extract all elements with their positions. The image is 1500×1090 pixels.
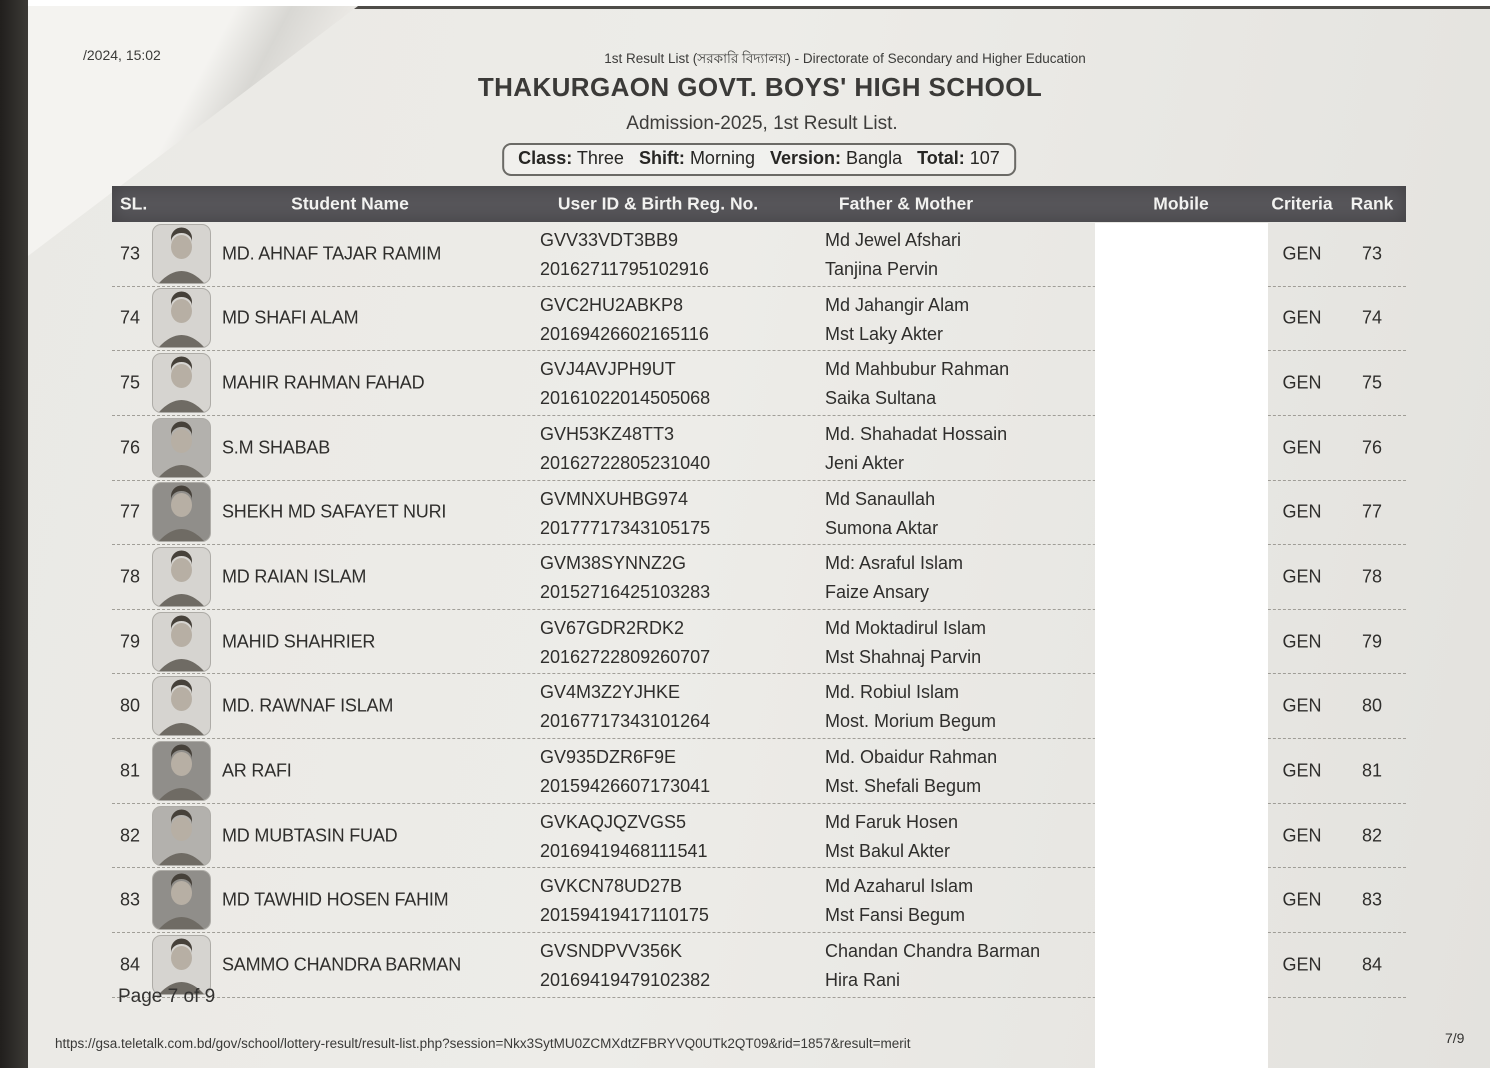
mother-cell: Mst Laky Akter — [825, 323, 944, 344]
user-id-cell: GVJ4AVJPH9UT — [540, 359, 676, 380]
student-photo — [152, 676, 211, 736]
student-photo — [152, 418, 211, 478]
student-photo-placeholder — [153, 289, 210, 347]
mother-cell: Jeni Akter — [825, 452, 905, 473]
student-name-cell: SAMMO CHANDRA BARMAN — [222, 954, 462, 975]
shift-value: Morning — [689, 148, 755, 168]
father-cell: Md Moktadirul Islam — [825, 617, 987, 638]
rank-cell: 75 — [1361, 372, 1383, 393]
student-name-cell: MD. RAWNAF ISLAM — [222, 695, 394, 716]
criteria-cell: GEN — [1282, 372, 1322, 393]
criteria-cell: GEN — [1282, 825, 1322, 846]
total-label: Total: — [917, 148, 965, 168]
scan-left-edge — [0, 0, 28, 1068]
print-doc-title: 1st Result List (সরকারি বিদ্যালয়) - Directorate of Secondary and Higher Education — [604, 51, 1086, 66]
father-cell: Md Jewel Afshari — [825, 230, 962, 250]
student-name-cell: S.M SHABAB — [222, 437, 331, 458]
student-photo-placeholder — [153, 548, 210, 606]
user-id-cell: GVV33VDT3BB9 — [540, 230, 679, 250]
rank-cell: 82 — [1361, 825, 1383, 846]
user-id-cell: GV67GDR2RDK2 — [540, 617, 685, 638]
sl-cell: 78 — [120, 566, 141, 587]
birth-reg-cell: 20152716425103283 — [540, 582, 711, 603]
criteria-cell: GEN — [1282, 566, 1322, 587]
mother-cell: Mst Shahnaj Parvin — [825, 646, 982, 667]
sl-cell: 83 — [120, 889, 141, 910]
student-name-cell: MD MUBTASIN FUAD — [222, 825, 398, 846]
father-cell: Md. Shahadat Hossain — [825, 423, 1008, 444]
print-datetime: /2024, 15:02 — [83, 47, 161, 63]
user-id-cell: GVMNXUHBG974 — [540, 488, 689, 509]
criteria-cell: GEN — [1282, 437, 1322, 458]
student-photo — [152, 288, 211, 348]
shift-label: Shift: — [638, 148, 685, 168]
criteria-cell: GEN — [1282, 954, 1322, 975]
column-userid-birthreg: User ID & Birth Reg. No. — [557, 193, 759, 214]
rank-cell: 80 — [1361, 695, 1383, 716]
mother-cell: Saika Sultana — [825, 388, 937, 409]
student-photo — [152, 741, 211, 801]
student-name-cell: MAHID SHAHRIER — [222, 631, 376, 652]
criteria-cell: GEN — [1282, 695, 1322, 716]
version-label: Version: — [769, 148, 842, 168]
criteria-cell: GEN — [1282, 889, 1322, 910]
column-mobile: Mobile — [1153, 193, 1209, 214]
mobile-column-redaction — [1095, 223, 1268, 1068]
sl-cell: 81 — [120, 760, 141, 781]
class-label: Class: — [518, 148, 573, 168]
mother-cell: Sumona Aktar — [825, 517, 939, 538]
sl-cell: 74 — [120, 307, 141, 328]
birth-reg-cell: 20162722805231040 — [540, 452, 711, 473]
page-number-text: Page 7 of 9 — [118, 986, 216, 1007]
father-cell: Md Sanaullah — [825, 488, 936, 509]
student-photo-placeholder — [153, 225, 210, 283]
class-value: Three — [576, 148, 624, 168]
rank-cell: 81 — [1361, 760, 1383, 781]
user-id-cell: GVC2HU2ABKP8 — [540, 294, 684, 315]
student-photo-placeholder — [153, 419, 210, 477]
user-id-cell: GVKCN78UD27B — [540, 876, 683, 897]
birth-reg-cell: 20167717343101264 — [540, 711, 711, 732]
birth-reg-cell: 20169426602165116 — [540, 323, 709, 344]
student-photo-placeholder — [153, 742, 210, 800]
mother-cell: Most. Morium Begum — [825, 711, 997, 732]
mother-cell: Hira Rani — [825, 970, 901, 991]
student-photo — [152, 806, 211, 866]
user-id-cell: GVH53KZ48TT3 — [540, 423, 675, 444]
sl-cell: 80 — [120, 695, 141, 716]
student-name-cell: AR RAFI — [222, 760, 292, 781]
student-photo — [152, 870, 211, 930]
column-student-name: Student Name — [291, 193, 409, 214]
father-cell: Md. Robiul Islam — [825, 682, 960, 703]
birth-reg-cell: 20169419479102382 — [540, 970, 711, 991]
student-name-cell: MD RAIAN ISLAM — [222, 566, 367, 587]
rank-cell: 78 — [1361, 566, 1383, 587]
student-name-cell: MAHIR RAHMAN FAHAD — [222, 372, 425, 393]
mother-cell: Tanjina Pervin — [825, 259, 939, 279]
birth-reg-cell: 20159419417110175 — [540, 905, 709, 926]
sl-cell: 75 — [120, 372, 141, 393]
mother-cell: Mst. Shefali Begum — [825, 776, 982, 797]
rank-cell: 74 — [1361, 307, 1383, 328]
rank-cell: 73 — [1361, 243, 1383, 264]
student-photo-placeholder — [153, 677, 210, 735]
student-name-cell: SHEKH MD SAFAYET NURI — [222, 501, 447, 522]
total-value: 107 — [969, 148, 1000, 168]
birth-reg-cell: 20177717343105175 — [540, 517, 711, 538]
birth-reg-cell: 20162711795102916 — [540, 259, 709, 279]
student-name-cell: MD TAWHID HOSEN FAHIM — [222, 889, 449, 910]
student-photo-placeholder — [153, 613, 210, 671]
mother-cell: Faize Ansary — [825, 582, 930, 603]
result-list-subtitle: Admission-2025, 1st Result List. — [626, 113, 898, 134]
mother-cell: Mst Fansi Begum — [825, 905, 966, 926]
birth-reg-cell: 20161022014505068 — [540, 388, 711, 409]
birth-reg-cell: 20159426607173041 — [540, 776, 711, 797]
rank-cell: 76 — [1361, 437, 1383, 458]
user-id-cell: GVM38SYNNZ2G — [540, 553, 687, 574]
column-criteria: Criteria — [1271, 193, 1333, 214]
school-name: THAKURGAON GOVT. BOYS' HIGH SCHOOL — [477, 72, 1043, 102]
column-sl: SL. — [120, 193, 148, 214]
source-url: https://gsa.teletalk.com.bd/gov/school/lottery-result/result-list.php?session=Nkx3SytMU0ZCMXdtZFBRYVQ0UTk2QT09&rid=1857&result=merit — [55, 1036, 911, 1051]
criteria-cell: GEN — [1282, 760, 1322, 781]
sl-cell: 76 — [120, 437, 141, 458]
column-rank: Rank — [1350, 193, 1394, 214]
father-cell: Md Mahbubur Rahman — [825, 359, 1010, 380]
table-header — [112, 186, 1406, 222]
student-photo — [152, 547, 211, 607]
user-id-cell: GVSNDPVV356K — [540, 941, 683, 962]
criteria-cell: GEN — [1282, 631, 1322, 652]
father-cell: Md: Asraful Islam — [825, 553, 964, 574]
student-photo — [152, 612, 211, 672]
criteria-cell: GEN — [1282, 501, 1322, 522]
father-cell: Md Jahangir Alam — [825, 294, 970, 315]
user-id-cell: GV935DZR6F9E — [540, 747, 677, 768]
birth-reg-cell: 20169419468111541 — [540, 840, 708, 861]
rank-cell: 79 — [1361, 631, 1383, 652]
father-cell: Chandan Chandra Barman — [825, 941, 1041, 962]
user-id-cell: GVKAQJQZVGS5 — [540, 811, 687, 832]
student-photo-placeholder — [153, 354, 210, 412]
mother-cell: Mst Bakul Akter — [825, 840, 951, 861]
class-info-box — [502, 143, 1016, 176]
student-photo — [152, 353, 211, 413]
page-indicator: 7/9 — [1445, 1030, 1465, 1046]
rank-cell: 84 — [1361, 954, 1383, 975]
sl-cell: 84 — [120, 954, 141, 975]
sl-cell: 79 — [120, 631, 141, 652]
student-photo-placeholder — [153, 807, 210, 865]
criteria-cell: GEN — [1282, 307, 1322, 328]
sl-cell: 73 — [120, 243, 141, 264]
criteria-cell: GEN — [1282, 243, 1322, 264]
student-photo-placeholder — [153, 483, 210, 541]
birth-reg-cell: 20162722809260707 — [540, 646, 711, 667]
student-photo — [152, 224, 211, 284]
student-photo — [152, 482, 211, 542]
sl-cell: 77 — [120, 501, 141, 522]
student-name-cell: MD. AHNAF TAJAR RAMIM — [222, 243, 442, 264]
user-id-cell: GV4M3Z2YJHKE — [540, 682, 681, 703]
rank-cell: 83 — [1361, 889, 1383, 910]
student-photo-placeholder — [153, 871, 210, 929]
student-name-cell: MD SHAFI ALAM — [222, 307, 359, 328]
column-father-mother: Father & Mother — [838, 193, 974, 214]
father-cell: Md Azaharul Islam — [825, 876, 974, 897]
rank-cell: 77 — [1361, 501, 1383, 522]
father-cell: Md Faruk Hosen — [825, 811, 959, 832]
version-value: Bangla — [846, 148, 903, 168]
father-cell: Md. Obaidur Rahman — [825, 747, 998, 768]
sl-cell: 82 — [120, 825, 141, 846]
